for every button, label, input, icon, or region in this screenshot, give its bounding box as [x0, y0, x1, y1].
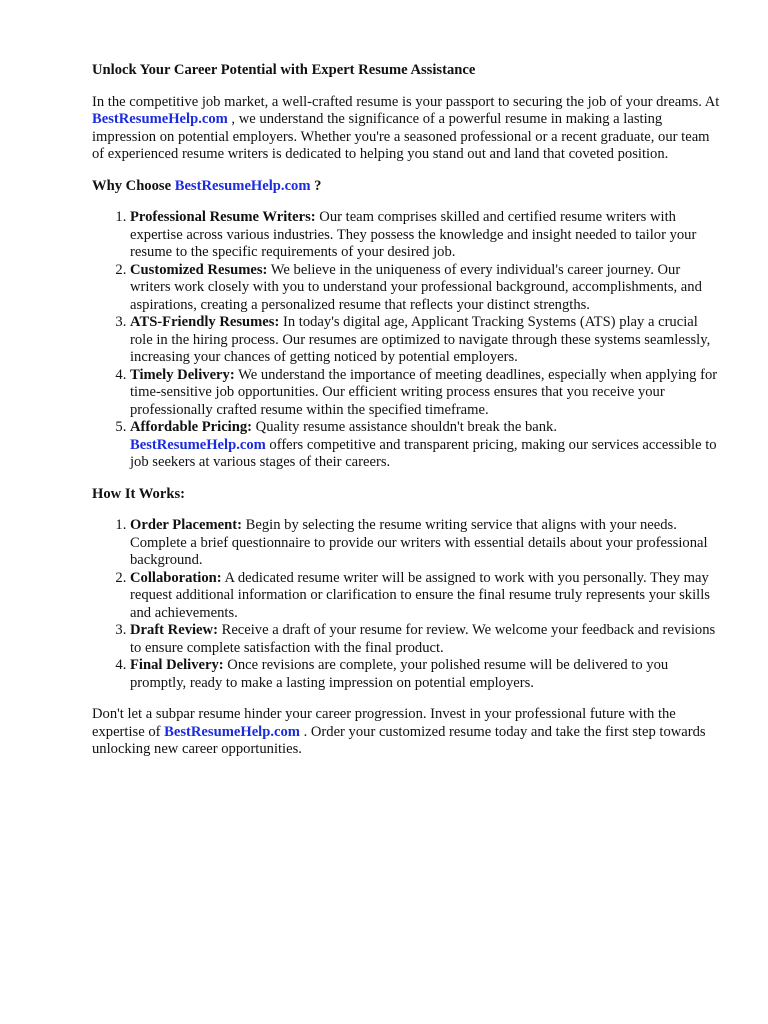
closing-text-start: Don't let a subpar resume hinder your career progression. Invest in your professional future with the expertise of	[92, 706, 676, 740]
why-heading-start: Why Choose	[92, 177, 175, 194]
list-item-term: ATS-Friendly Resumes:	[130, 314, 280, 330]
list-item-term: Draft Review:	[130, 622, 218, 638]
closing-text-end: . Order your customized resume today and take the first step towards unlocking new career opportunities.	[92, 723, 706, 757]
why-heading-end: ?	[310, 177, 322, 194]
site-link[interactable]: BestResumeHelp.com	[174, 177, 311, 194]
document-page	[92, 62, 722, 773]
list-item-text: We understand the importance of meeting deadlines, especially when applying for time-sensitive job opportunities. Our efficient writing process ensures that you receive your professionally crafted resume within the specified timeframe.	[130, 366, 718, 418]
list-item	[130, 622, 722, 657]
list-item	[130, 570, 722, 623]
how-it-works-list	[92, 517, 722, 692]
list-item-text-after: offers competitive and transparent pricing, making our services accessible to job seekers at various stages of their careers.	[130, 436, 717, 470]
list-item-term: Timely Delivery:	[130, 366, 235, 383]
list-item	[130, 367, 722, 420]
list-item-term: Affordable Pricing:	[130, 419, 252, 435]
list-item	[130, 657, 722, 692]
site-link[interactable]: BestResumeHelp.com	[130, 436, 266, 453]
why-choose-list	[92, 209, 722, 472]
why-choose-heading	[92, 178, 722, 196]
list-item-text: Begin by selecting the resume writing service that aligns with your needs. Complete a brief questionnaire to provide our writers with essential details about your professional background.	[130, 517, 708, 568]
how-it-works-heading: How It Works:	[92, 485, 185, 502]
list-item-text: Our team comprises skilled and certified resume writers with expertise across various industries. They possess the knowledge and insight needed to tailor your resume to the specific requirements of your desired job.	[130, 209, 697, 260]
site-link[interactable]: BestResumeHelp.com	[164, 723, 300, 740]
intro-paragraph	[92, 94, 722, 164]
list-item-term: Customized Resumes:	[130, 261, 268, 278]
list-item-text: Quality resume assistance shouldn't break the bank.	[252, 419, 557, 435]
list-item-text: We believe in the uniqueness of every individual's career journey. Our writers work closely with you to understand your professional background, accomplishments, and aspirations, creating a personalized resume that reflects your distinct strengths.	[130, 261, 702, 313]
list-item	[130, 419, 722, 472]
document-title: Unlock Your Career Potential with Expert Resume Assistance	[92, 62, 476, 78]
intro-text-start: In the competitive job market, a well-crafted resume is your passport to securing the job of your dreams. At	[92, 93, 720, 110]
list-item	[130, 314, 722, 367]
list-item-text: Receive a draft of your resume for review. We welcome your feedback and revisions to ensure complete satisfaction with the final product.	[130, 622, 716, 656]
list-item-term: Collaboration:	[130, 569, 222, 586]
list-item	[130, 262, 722, 315]
site-link[interactable]: BestResumeHelp.com	[92, 111, 228, 127]
list-item-term: Order Placement:	[130, 517, 242, 533]
closing-paragraph	[92, 706, 722, 759]
list-item-text: A dedicated resume writer will be assigned to work with you personally. They may request additional information or clarification to ensure the final resume truly represents your skills and achievements.	[130, 569, 710, 621]
list-item	[130, 209, 722, 262]
list-item-term: Professional Resume Writers:	[130, 209, 316, 225]
list-item-text: Once revisions are complete, your polished resume will be delivered to you promptly, ready to make a lasting impression on potential employers.	[130, 657, 669, 691]
list-item-term: Final Delivery:	[130, 657, 224, 673]
list-item-text: In today's digital age, Applicant Tracking Systems (ATS) play a crucial role in the hiring process. Our resumes are optimized to navigate through these systems seamlessly, increasing your chances of getting noticed by potential employers.	[130, 314, 711, 365]
intro-text-end: , we understand the significance of a powerful resume in making a lasting impression on potential employers. Whether you're a seasoned professional or a recent graduate, our team of experienced resume writers is dedicated to helping you stand out and land that coveted position.	[92, 111, 710, 162]
list-item	[130, 517, 722, 570]
